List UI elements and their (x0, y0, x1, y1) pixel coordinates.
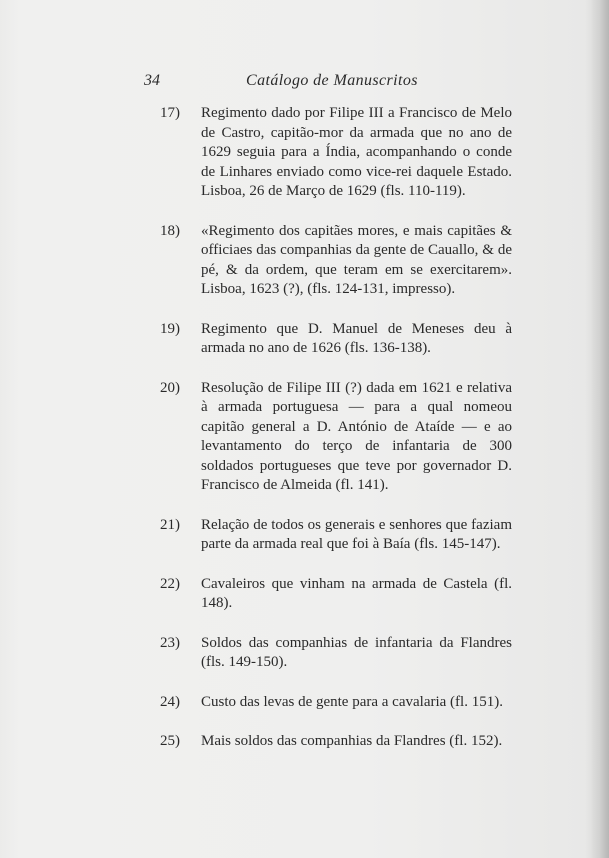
catalog-entry-21 (0, 516, 609, 555)
entry-number: 21) (160, 516, 180, 533)
running-title: Catálogo de Manuscritos (246, 72, 418, 89)
entry-text: Custo das levas de gente para a cavalaria (fl. 151). (201, 693, 503, 710)
catalog-entry-17 (0, 104, 609, 202)
entry-text: «Regimento dos capitães mores, e mais capitães & officiaes das companhias da gente de Cauallo, & de pé, & da ordem, que teram em se exercitarem». Lisboa, 1623 (?), (fls. 124-131, impresso). (201, 222, 512, 297)
entry-number: 17) (160, 105, 180, 121)
entry-number: 19) (160, 320, 180, 337)
entry-number: 24) (160, 693, 180, 710)
catalog-entry-20 (0, 379, 609, 496)
catalog-entry-23 (0, 634, 609, 673)
catalog-entry-25 (0, 732, 609, 752)
catalog-entry-24 (0, 693, 609, 713)
entry-number: 18) (160, 222, 180, 239)
entry-text: Regimento que D. Manuel de Meneses deu à armada no ano de 1626 (fls. 136-138). (201, 320, 512, 356)
entry-text: Soldos das companhias de infantaria da Flandres (fls. 149-150). (201, 634, 512, 670)
entry-text: Mais soldos das companhias da Flandres (fl. 152). (201, 733, 503, 749)
manuscript-entry-list (0, 104, 609, 772)
entry-number: 25) (160, 733, 180, 749)
entry-number: 22) (160, 575, 180, 592)
catalog-entry-19 (0, 320, 609, 359)
entry-text: Resolução de Filipe III (?) dada em 1621 e relativa à armada portuguesa — para a qual nomeou capitão general a D. António de Ataíde — e ao levantamento do terço de infantaria de 300 soldados portugueses que teve por governador D. Francisco de Almeida (fl. 141). (201, 379, 512, 493)
entry-text: Cavaleiros que vinham na armada de Castela (fl. 148). (201, 575, 512, 611)
entry-number: 23) (160, 634, 180, 651)
catalog-entry-22 (0, 575, 609, 614)
page-number: 34 (144, 72, 160, 89)
catalog-entry-18 (0, 222, 609, 300)
entry-number: 20) (160, 379, 180, 396)
running-header (0, 72, 609, 96)
entry-text: Relação de todos os generais e senhores que faziam parte da armada real que foi à Baía (fls. 145-147). (201, 516, 512, 552)
entry-text: Regimento dado por Filipe III a Francisco de Melo de Castro, capitão-mor da armada que no ano de 1629 seguia para a Índia, acompanhando o conde de Linhares enviado como vice-rei daquele Estado. Lisboa, 26 de Março de 1629 (fls. 110-119). (201, 105, 512, 199)
